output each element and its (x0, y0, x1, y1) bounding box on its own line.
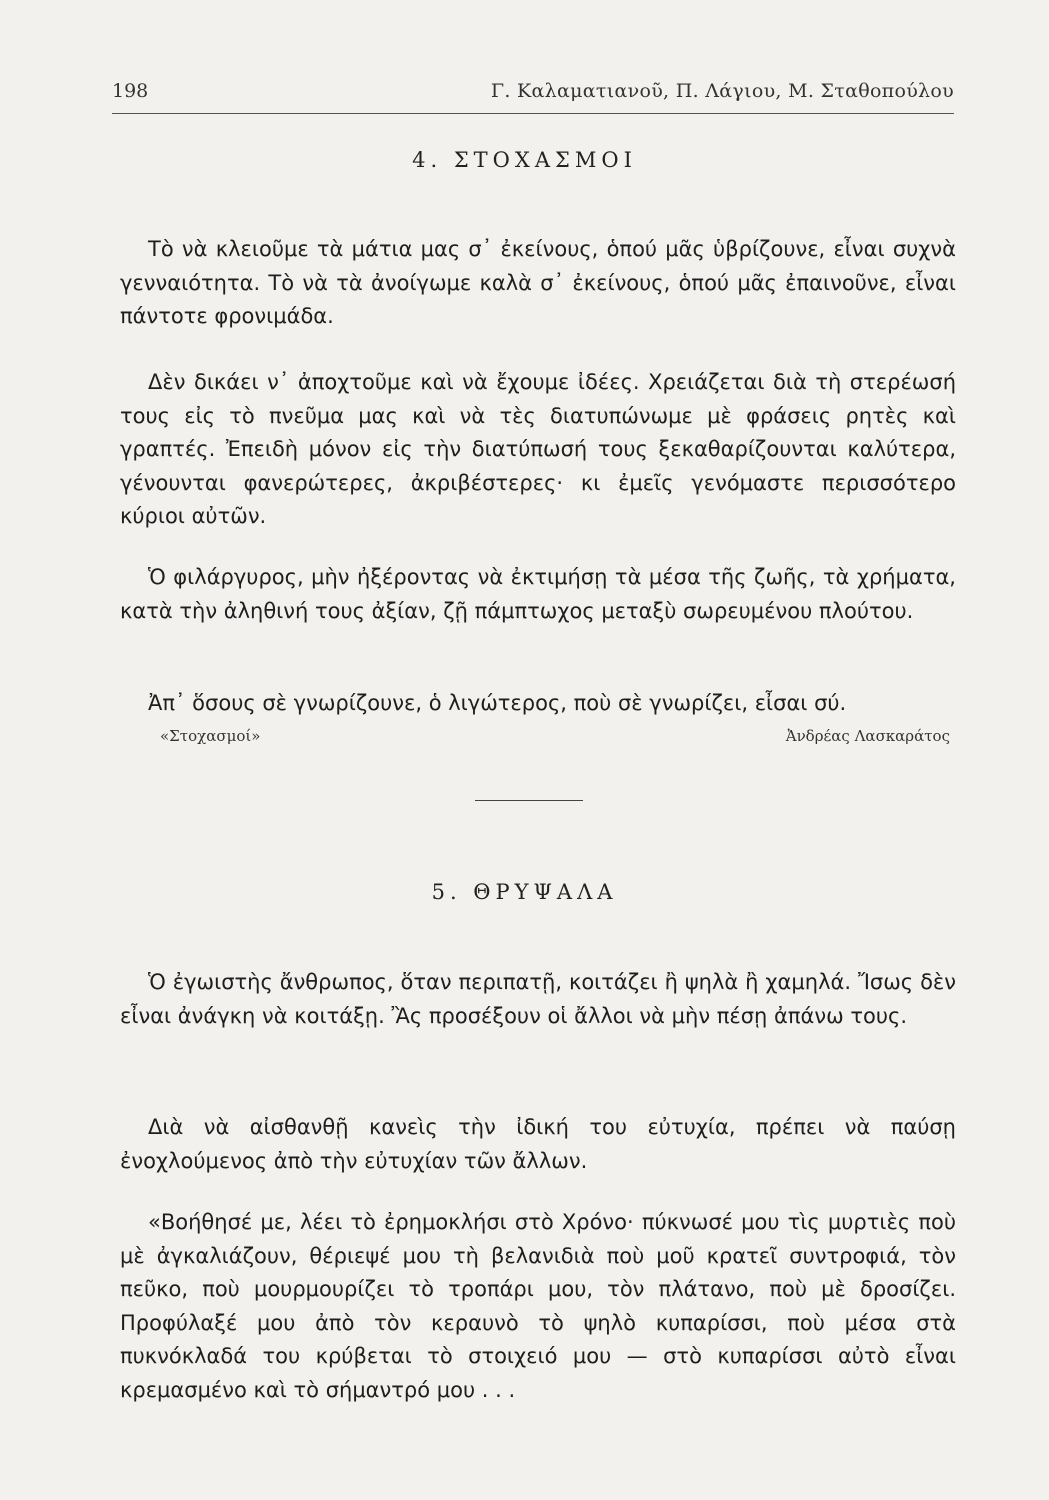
section-title-thrypsala: 5. ΘΡΥΨΑΛΑ (431, 880, 618, 904)
page-number: 198 (112, 80, 149, 102)
section-divider (475, 800, 583, 801)
paragraph: «Βοήθησέ με, λέει τὸ ἐρημοκλήσι στὸ Χρόνο· πύκνωσέ μου τὶς μυρτιὲς ποὺ μὲ ἀγκαλιάζουν, θέριεψέ μου τὴ βελανιδιὰ ποὺ μοῦ κρατεῖ συντροφιά, τὸν πεῦκο, ποὺ μουρμουρίζει τὸ τροπάρι μου, τὸν πλάτανο, ποὺ μὲ δροσίζει. Προφύλαξέ μου ἀπὸ τὸν κεραυνὸ τὸ ψηλὸ κυπαρίσσι, ποὺ μέσα στὰ πυκνόκλαδά του κρύβεται τὸ στοιχειό μου — στὸ κυπαρίσσι αὐτὸ εἶναι κρεμασμένο καὶ τὸ σήμαντρό μου . . . (120, 1210, 956, 1402)
paragraph: Διὰ νὰ αἰσθανθῇ κανεὶς τὴν ἰδική του εὐτυχία, πρέπει νὰ παύσῃ ἐνοχλούμενος ἀπὸ τὴν εὐτυχίαν τῶν ἄλλων. (120, 1115, 956, 1173)
paragraph: Ὁ φιλάργυρος, μὴν ἠξέροντας νὰ ἐκτιμήσῃ τὰ μέσα τῆς ζωῆς, τὰ χρήματα, κατὰ τὴν ἀληθινή τους ἀξίαν, ζῇ πάμπτωχος μεταξὺ σωρευμένου πλούτου. (120, 565, 956, 623)
paragraph: Ἀπ᾽ ὅσους σὲ γνωρίζουνε, ὁ λιγώτερος, ποὺ σὲ γνωρίζει, εἶσαι σύ. (148, 691, 847, 715)
running-header (112, 80, 954, 108)
section-title-stochasmoi: 4. ΣΤΟΧΑΣΜΟΙ (412, 148, 637, 172)
citation-source: «Στοχασμοί» (160, 727, 261, 745)
paragraph: Τὸ νὰ κλειοῦμε τὰ μάτια μας σ᾽ ἐκείνους, ὁπού μᾶς ὑβρίζουνε, εἶναι συχνὰ γενναιότητα. Τὸ νὰ τὰ ἀνοίγωμε καλὰ σ᾽ ἐκείνους, ὁπού μᾶς ἐπαινοῦνε, εἶναι πάντοτε φρονιμάδα. (120, 237, 956, 328)
header-rule (112, 113, 954, 114)
paragraph: Δὲν δικάει ν᾽ ἀποχτοῦμε καὶ νὰ ἔχουμε ἰδέες. Χρειάζεται διὰ τὴ στερέωσή τους εἰς τὸ πνεῦμα μας καὶ νὰ τὲς διατυπώνωμε μὲ φράσεις ρητὲς καὶ γραπτές. Ἐπειδὴ μόνον εἰς τὴν διατύπωσή τους ξεκαθαρίζουνται καλύτερα, γένουνται φανερώτερες, ἀκριβέστερες· κι ἐμεῖς γενόμαστε περισσότερο κύριοι αὐτῶν. (120, 370, 956, 528)
header-authors: Γ. Καλαματιανοῦ, Π. Λάγιου, Μ. Σταθοπούλου (490, 80, 954, 102)
citation-author: Ἀνδρέας Λασκαράτος (785, 727, 950, 745)
paragraph: Ὁ ἐγωιστὴς ἄνθρωπος, ὅταν περιπατῇ, κοιτάζει ἢ ψηλὰ ἢ χαμηλά. Ἴσως δὲν εἶναι ἀνάγκη νὰ κοιτάξῃ. Ἂς προσέξουν οἱ ἄλλοι νὰ μὴν πέσῃ ἀπάνω τους. (120, 970, 956, 1028)
citation (160, 727, 950, 753)
